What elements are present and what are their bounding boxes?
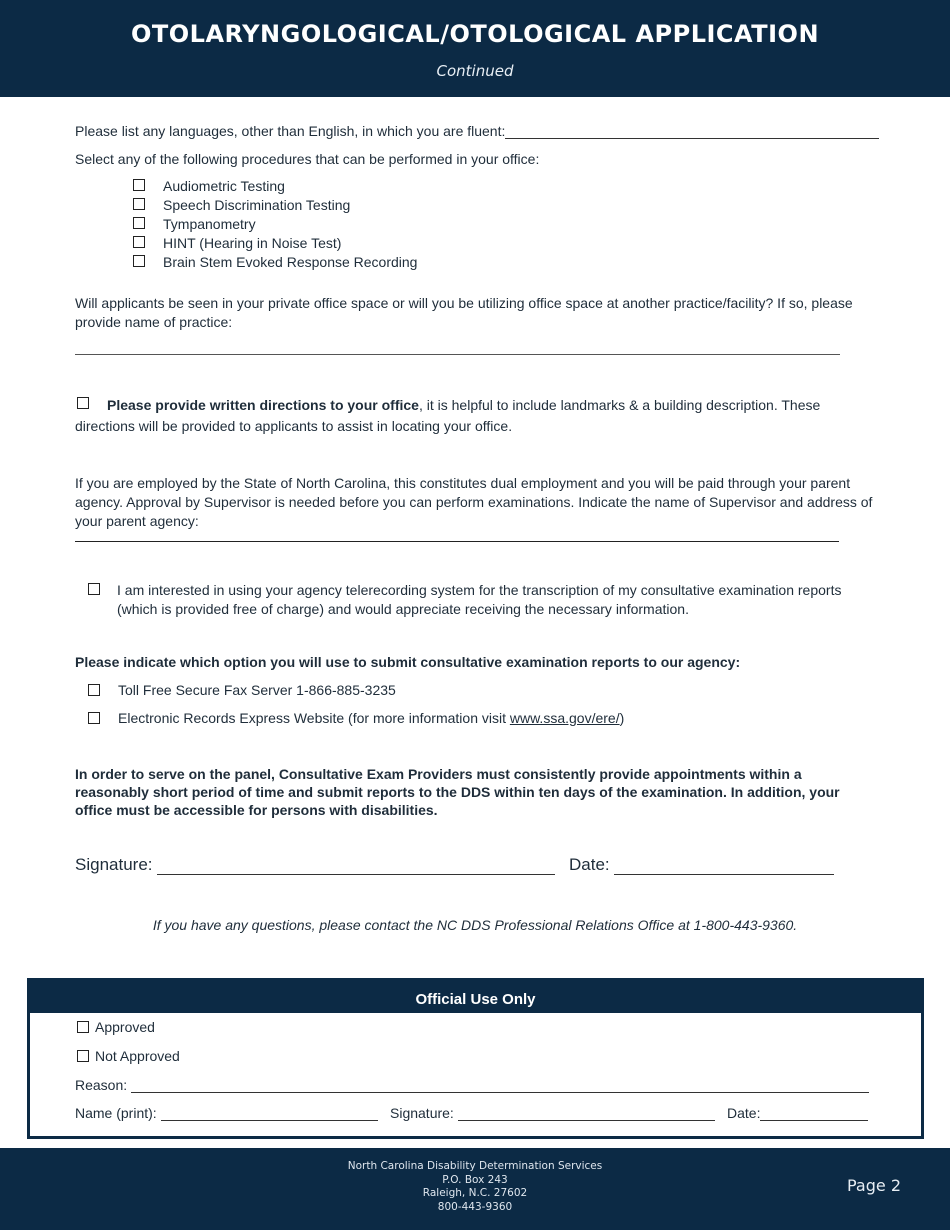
reason-label: Reason: [75, 1077, 128, 1093]
name-field[interactable] [161, 1120, 378, 1121]
fax-checkbox[interactable] [88, 684, 100, 696]
official-signature-field[interactable] [458, 1120, 715, 1121]
procedure-checkbox[interactable] [133, 179, 145, 191]
official-signature-row [390, 1105, 715, 1121]
signature-row [75, 855, 555, 875]
procedure-checkbox[interactable] [133, 198, 145, 210]
directions-text [75, 395, 875, 437]
procedures-prompt: Select any of the following procedures that can be performed in your office: [75, 151, 540, 167]
procedure-label: HINT (Hearing in Noise Test) [163, 235, 342, 251]
fax-option-label: Toll Free Secure Fax Server 1-866-885-3235 [118, 682, 396, 698]
submission-heading: Please indicate which option you will use to submit consultative examination reports to our agency: [75, 654, 741, 670]
official-use-box [27, 978, 924, 1139]
approved-row[interactable] [77, 1019, 155, 1035]
telerecording-checkbox[interactable] [88, 583, 100, 595]
ere-link[interactable]: www.ssa.gov/ere/ [509, 710, 620, 726]
procedure-label: Brain Stem Evoked Response Recording [163, 254, 418, 270]
date-row [569, 855, 834, 875]
reason-field[interactable] [131, 1092, 869, 1093]
reason-row [75, 1077, 869, 1093]
panel-notice: In order to serve on the panel, Consultative Exam Providers must consistently provide appointments within a reasonably short period of time and submit reports to the DDS within ten days of the examination. In addition, your office must be accessible for persons with disabilities. [75, 766, 840, 818]
name-label: Name (print): [75, 1105, 157, 1121]
ere-option-prefix: Electronic Records Express Website (for more information visit [118, 710, 510, 726]
supervisor-field[interactable] [75, 541, 839, 542]
practice-name-field[interactable] [75, 354, 840, 355]
procedure-checkbox[interactable] [133, 255, 145, 267]
ere-checkbox[interactable] [88, 712, 100, 724]
footer-banner [0, 1148, 950, 1230]
page-subtitle: Continued [436, 62, 514, 80]
date-field[interactable] [614, 874, 834, 875]
name-row [75, 1105, 378, 1121]
directions-rest: , it is helpful to include landmarks & a building description. These directions will be provided to applicants to assist in locating your office. [75, 397, 821, 434]
languages-label: Please list any languages, other than English, in which you are fluent: [75, 123, 506, 139]
official-use-title: Official Use Only [30, 981, 921, 1013]
official-date-label: Date: [727, 1105, 761, 1121]
footer-city: Raleigh, N.C. 27602 [422, 1187, 528, 1199]
telerecording-text: I am interested in using your agency telerecording system for the transcription of my consultative examination reports (which is provided free of charge) and would appreciate receiving the necessary information. [117, 582, 842, 617]
header-banner [0, 0, 950, 97]
footer-po-box: P.O. Box 243 [442, 1173, 508, 1186]
procedure-label: Speech Discrimination Testing [163, 197, 351, 213]
footer-org: North Carolina Disability Determination Services [347, 1160, 603, 1172]
contact-note: If you have any questions, please contact the NC DDS Professional Relations Office at 1-800-443-9360. [152, 917, 798, 933]
directions-bold: Please provide written directions to your office [107, 397, 419, 413]
page-title: OTOLARYNGOLOGICAL/OTOLOGICAL APPLICATION [130, 20, 820, 48]
languages-row [75, 123, 879, 139]
office-space-question: Will applicants be seen in your private office space or will you be utilizing office space at another practice/facility? If so, please provide name of practice: [75, 295, 853, 330]
signature-field[interactable] [157, 874, 555, 875]
not-approved-row[interactable] [77, 1048, 180, 1064]
approved-label: Approved [95, 1019, 155, 1035]
languages-field[interactable] [505, 138, 879, 139]
footer-address [0, 1160, 950, 1214]
procedure-label: Tympanometry [163, 216, 256, 232]
not-approved-checkbox[interactable] [77, 1050, 89, 1062]
ere-option-label [118, 710, 624, 726]
footer-phone: 800-443-9360 [437, 1200, 513, 1213]
official-date-row [727, 1105, 868, 1121]
signature-label: Signature: [75, 855, 153, 874]
procedure-checkbox[interactable] [133, 217, 145, 229]
page-number: Page 2 [847, 1176, 901, 1195]
procedure-label: Audiometric Testing [163, 178, 285, 194]
not-approved-label: Not Approved [95, 1048, 180, 1064]
state-employment-text: If you are employed by the State of North Carolina, this constitutes dual employment and you will be paid through your parent agency. Approval by Supervisor is needed before you can perform examinations. Indicate the name of Supervisor and address of your parent agency: [75, 475, 873, 529]
official-signature-label: Signature: [390, 1105, 454, 1121]
ere-option-suffix: ) [619, 710, 625, 726]
date-label: Date: [569, 855, 610, 874]
official-date-field[interactable] [760, 1120, 868, 1121]
approved-checkbox[interactable] [77, 1021, 89, 1033]
procedure-checkbox[interactable] [133, 236, 145, 248]
